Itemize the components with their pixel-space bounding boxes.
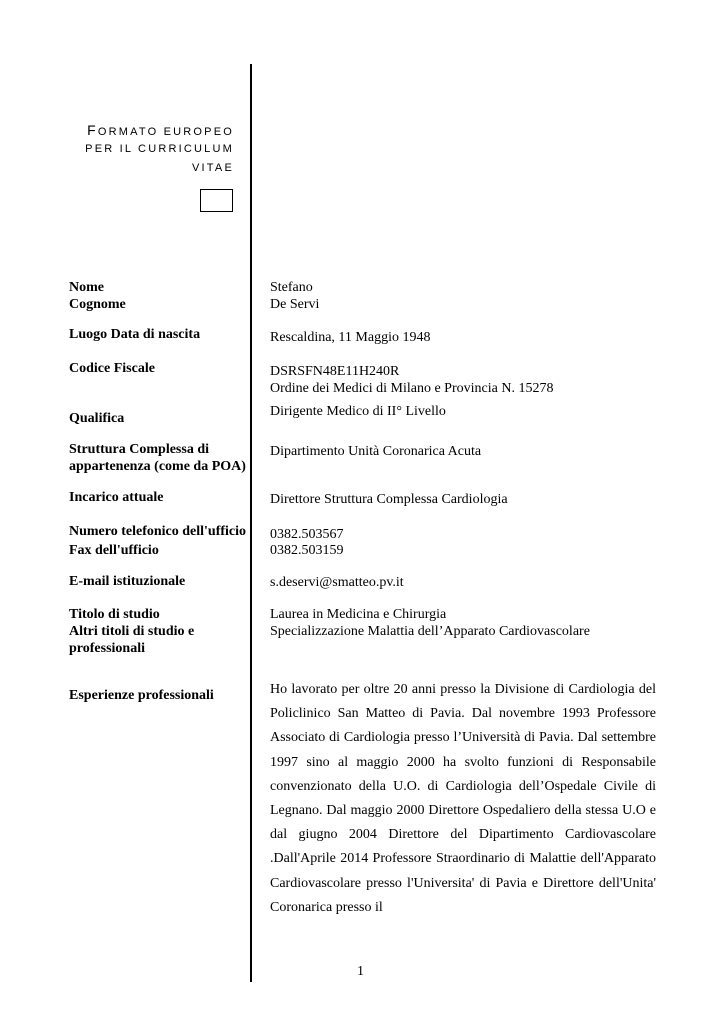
label-email: E-mail istituzionale xyxy=(69,574,186,589)
value-ordine-medici: Ordine dei Medici di Milano e Provincia N. 15278 xyxy=(270,381,554,396)
cv-title-line-3: VITAE xyxy=(192,162,234,174)
label-struttura-2: appartenenza (come da POA) xyxy=(69,459,246,474)
value-fax: 0382.503159 xyxy=(270,543,344,558)
label-incarico: Incarico attuale xyxy=(69,490,164,505)
label-telefono: Numero telefonico dell'ufficio xyxy=(69,524,247,539)
page-number: 1 xyxy=(357,964,364,979)
label-titolo-studio: Titolo di studio xyxy=(69,607,160,622)
label-codice-fiscale: Codice Fiscale xyxy=(69,361,155,376)
label-cognome: Cognome xyxy=(69,297,126,312)
eu-logo-placeholder xyxy=(200,189,233,212)
value-altri-titoli: Specializzazione Malattia dell’Apparato Cardiovascolare xyxy=(270,624,590,639)
esperienze-paragraph: Ho lavorato per oltre 20 anni presso la Divisione di Cardiologia del Policlinico San Matteo di Pavia. Dal novembre 1993 Professore Associato di Cardiologia presso l’Università di Pavia. Dal settembre 1997 sino al maggio 2000 ha svolto funzioni di Responsabile convenzionato della U.O. di Cardiologia dell’Ospedale Civile di Legnano. Dal maggio 2000 Direttore Ospedaliero della stessa U.O e dal giugno 2004 Direttore del Dipartimento Cardiovascolare .Dall'Aprile 2014 Professore Straordinario di Malattie dell'Apparato Cardiovascolare presso l'Universita' di Pavia e Direttore dell'Unita' Coronarica presso il xyxy=(270,682,656,915)
label-fax: Fax dell'ufficio xyxy=(69,543,159,558)
value-codice-fiscale: DSRSFN48E11H240R xyxy=(270,364,400,379)
cv-title-line-2: PER IL CURRICULUM xyxy=(85,143,234,155)
value-struttura: Dipartimento Unità Coronarica Acuta xyxy=(270,444,482,459)
value-nascita: Rescaldina, 11 Maggio 1948 xyxy=(270,330,431,345)
cv-title-line-1 xyxy=(87,121,234,142)
value-telefono: 0382.503567 xyxy=(270,527,344,542)
column-divider xyxy=(250,64,252,982)
label-struttura-1: Struttura Complessa di xyxy=(69,442,210,457)
label-altri-titoli-1: Altri titoli di studio e xyxy=(69,624,195,639)
value-email: s.deservi@smatteo.pv.it xyxy=(270,575,404,590)
cv-title-initial: F xyxy=(87,122,98,138)
value-qualifica: Dirigente Medico di II° Livello xyxy=(270,404,446,419)
label-altri-titoli-2: professionali xyxy=(69,641,145,656)
value-titolo-studio: Laurea in Medicina e Chirurgia xyxy=(270,607,447,622)
label-qualifica: Qualifica xyxy=(69,411,125,426)
label-nome: Nome xyxy=(69,280,104,295)
label-esperienze: Esperienze professionali xyxy=(69,688,214,703)
value-cognome: De Servi xyxy=(270,297,320,312)
label-nascita: Luogo Data di nascita xyxy=(69,327,201,342)
value-incarico: Direttore Struttura Complessa Cardiologia xyxy=(270,492,508,507)
value-nome: Stefano xyxy=(270,280,313,295)
cv-title-rest: ORMATO EUROPEO xyxy=(97,126,234,138)
